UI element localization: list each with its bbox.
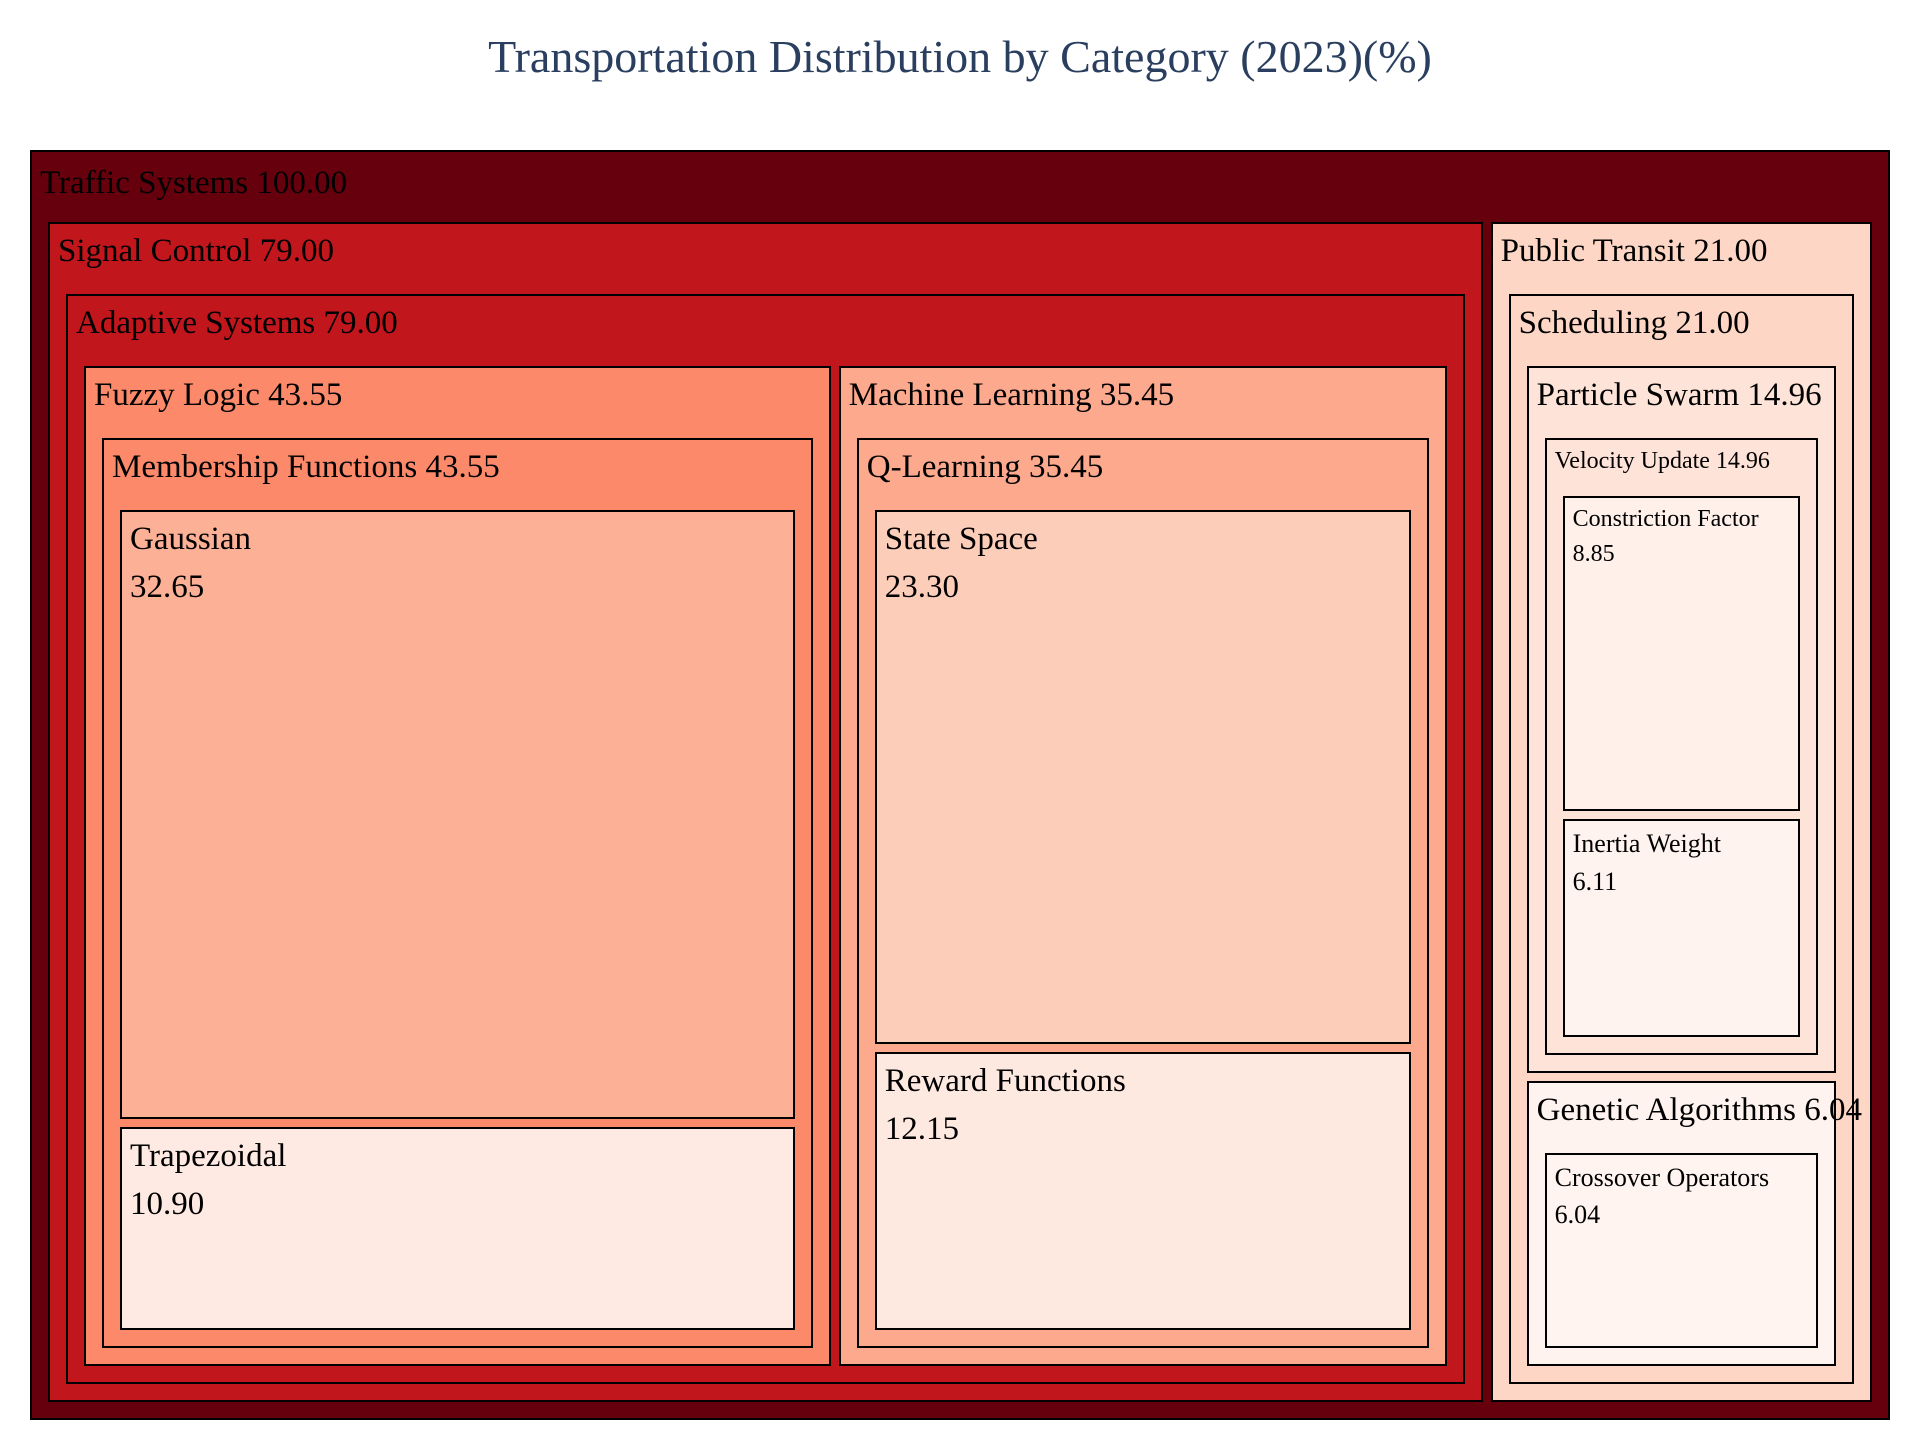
node-value: 43.55: [425, 449, 500, 485]
node-name: Q-Learning: [866, 449, 1021, 485]
treemap-label: [849, 372, 1174, 420]
treemap-label: [885, 1058, 1126, 1154]
treemap-label: [94, 372, 342, 420]
node-value: 21.00: [1693, 233, 1768, 269]
node-name: Scheduling: [1518, 305, 1668, 341]
treemap-node-crossover-operators[interactable]: [1545, 1153, 1818, 1348]
node-value: 23.30: [884, 568, 960, 605]
node-name: Constriction Factor: [1572, 506, 1759, 532]
node-name: Machine Learning: [848, 377, 1092, 413]
node-value: 6.11: [1572, 866, 1618, 896]
node-value: 10.90: [130, 1185, 205, 1222]
treemap-label: [130, 1133, 286, 1229]
node-name: Signal Control: [58, 233, 252, 269]
treemap-label: [867, 444, 1103, 492]
treemap-label: [130, 516, 251, 612]
treemap-label: [112, 444, 500, 492]
node-name: Adaptive Systems: [76, 305, 316, 341]
treemap-label: [76, 300, 398, 348]
node-value: 8.85: [1572, 540, 1615, 567]
node-name: Velocity Update: [1554, 448, 1710, 474]
treemap-label: [1537, 1087, 1862, 1135]
node-value: 14.96: [1747, 377, 1822, 413]
node-name: Reward Functions: [884, 1062, 1126, 1099]
treemap-label: [40, 160, 347, 208]
node-name: Traffic Systems: [40, 165, 249, 201]
node-name: Public Transit: [1500, 233, 1685, 269]
node-value: 12.15: [884, 1110, 960, 1147]
treemap-label: [58, 228, 334, 276]
node-value: 35.45: [1099, 377, 1175, 413]
treemap-node-state-space[interactable]: [875, 510, 1411, 1044]
node-name: State Space: [884, 521, 1038, 557]
node-name: Gaussian: [130, 521, 251, 557]
treemap-node-trapezoidal[interactable]: [120, 1127, 795, 1330]
node-value: 32.65: [130, 568, 205, 605]
node-value: 43.55: [268, 377, 343, 413]
node-value: 6.04: [1804, 1091, 1863, 1128]
node-name: Genetic Algorithms: [1536, 1091, 1797, 1128]
node-value: 79.00: [323, 305, 398, 341]
node-value: 6.04: [1554, 1200, 1601, 1230]
node-name: Trapezoidal: [130, 1137, 287, 1174]
chart-title: Transportation Distribution by Category (2023)(%): [488, 31, 1432, 82]
node-value: 79.00: [259, 233, 334, 269]
treemap-label: [1555, 444, 1770, 479]
treemap-label: [1519, 300, 1750, 348]
treemap-label: [1501, 228, 1768, 276]
node-value: 21.00: [1675, 305, 1750, 341]
treemap-label: [1573, 502, 1759, 572]
node-name: Particle Swarm: [1536, 377, 1740, 413]
node-value: 14.96: [1715, 448, 1770, 474]
node-value: 100.00: [256, 165, 348, 201]
treemap-label: [1555, 1159, 1769, 1234]
treemap-node-gaussian[interactable]: [120, 510, 795, 1119]
treemap-label: [885, 516, 1038, 612]
node-name: Inertia Weight: [1572, 829, 1721, 859]
treemap-node-constriction-factor[interactable]: [1563, 496, 1800, 811]
node-value: 35.45: [1028, 449, 1104, 485]
node-name: Membership Functions: [112, 449, 418, 485]
treemap-label: [1573, 825, 1721, 900]
treemap-node-reward-functions[interactable]: [875, 1052, 1411, 1330]
node-name: Crossover Operators: [1554, 1162, 1770, 1192]
treemap-node-inertia-weight[interactable]: [1563, 819, 1800, 1037]
node-name: Fuzzy Logic: [94, 377, 260, 413]
treemap-label: [1537, 372, 1822, 420]
